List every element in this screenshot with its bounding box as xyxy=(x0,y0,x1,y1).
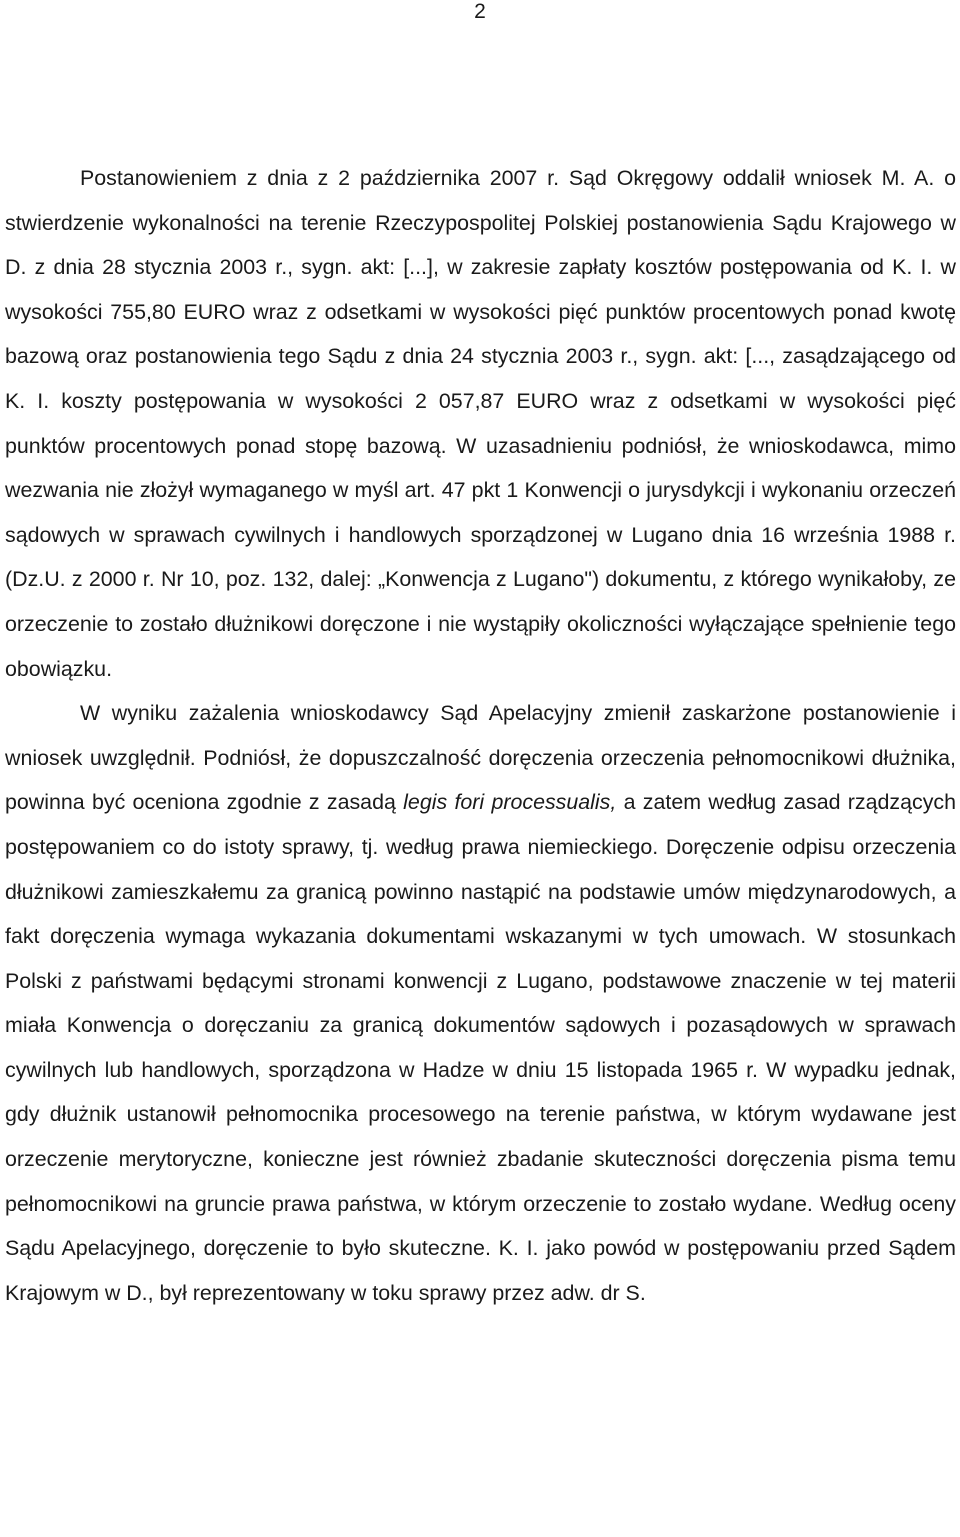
paragraph-2-text-end: a zatem według zasad rządzących postępowaniem co do istoty sprawy, tj. według prawa niemieckiego. Doręczenie odpisu orzeczenia dłużnikowi zamieszkałemu za granicą powinno nastąpić na podstawie umów międzynarodowych, a fakt doręczenia wymaga wykazania dokumentami wskazanymi w tych umowach. W stosunkach Polski z państwami będącymi stronami konwencji z Lugano, podstawowe znaczenie w tej materii miała Konwencja o doręczaniu za granicą dokumentów sądowych i pozasądowych w sprawach cywilnych lub handlowych, sporządzona w Hadze w dniu 15 listopada 1965 r. W wypadku jednak, gdy dłużnik ustanowił pełnomocnika procesowego na terenie państwa, w którym wydawane jest orzeczenie merytoryczne, konieczne jest również zbadanie skuteczności doręczenia pisma temu pełnomocnikowi na gruncie prawa państwa, w którym orzeczenie to zostało wydane. Według oceny Sądu Apelacyjnego, doręczenie to było skuteczne. K. I. jako powód w postępowaniu przed Sądem Krajowym w D., był reprezentowany w toku sprawy przez adw. dr S. xyxy=(5,790,956,1305)
paragraph-2-italic-term: legis fori processualis, xyxy=(403,790,617,815)
paragraph-2-text-start: W wyniku zażalenia wnioskodawcy Sąd Apelacyjny zmienił zaskarżone postanowienie i wniosek uwzględnił. Podniósł, że dopuszczalność doręczenia orzeczenia pełnomocnikowi dłużnika, powinna być oceniona zgodnie z zasadą xyxy=(5,701,956,815)
page-number: 2 xyxy=(474,0,486,23)
paragraph-1: Postanowieniem z dnia z 2 października 2007 r. Sąd Okręgowy oddalił wniosek M. A. o stwierdzenie wykonalności na terenie Rzeczypospolitej Polskiej postanowienia Sądu Krajowego w D. z dnia 28 stycznia 2003 r., sygn. akt: [...], w zakresie zapłaty kosztów postępowania od K. I. w wysokości 755,80 EURO wraz z odsetkami w wysokości pięć punktów procentowych ponad kwotę bazową oraz postanowienia tego Sądu z dnia 24 stycznia 2003 r., sygn. akt: [..., zasądzającego od K. I. koszty postępowania w wysokości 2 057,87 EURO wraz z odsetkami w wysokości pięć punktów procentowych ponad stopę bazową. W uzasadnieniu podniósł, że wnioskodawca, mimo wezwania nie złożył wymaganego w myśl art. 47 pkt 1 Konwencji o jurysdykcji i wykonaniu orzeczeń sądowych w sprawach cywilnych i handlowych sporządzonej w Lugano dnia 16 września 1988 r. (Dz.U. z 2000 r. Nr 10, poz. 132, dalej: „Konwencja z Lugano") dokumentu, z którego wynikałoby, ze orzeczenie to zostało dłużnikowi doręczone i nie wystąpiły okoliczności wyłączające spełnienie tego obowiązku. xyxy=(5,166,956,681)
document-body xyxy=(5,156,956,1315)
paragraph-2 xyxy=(5,691,956,1315)
